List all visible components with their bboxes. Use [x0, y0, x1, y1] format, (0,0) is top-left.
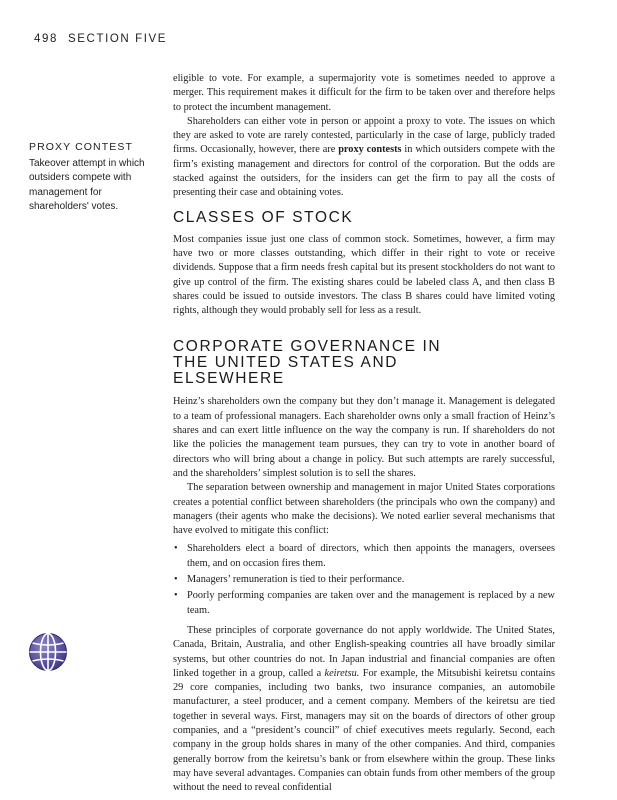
paragraph: Shareholders can either vote in person or appoint a proxy to vote. The issues on which they are asked to vote are rarely contested, particularly in the case of large, publicly traded firms. Occasionally, however, there are proxy contests in which outsiders compete with the firm’s existing management and directors for control of the corporation. But the odds are stacked against the outsiders, for the insiders can get the firm to pay all the costs of presenting their case and obtaining votes.: [173, 115, 555, 199]
margin-definition: Takeover attempt in which outsiders compete with management for shareholders' votes.: [29, 158, 145, 212]
list-item: • Managers’ remuneration is tied to their performance.: [173, 573, 555, 587]
paragraph: The separation between ownership and management in major United States corporations creates a potential conflict between shareholders (the principals who own the company) and managers (their agents who make the decisions). We noted earlier several mechanisms that have evolved to mitigate this conflict:: [173, 482, 555, 537]
margin-term: PROXY CONTEST: [29, 141, 133, 153]
section-heading: CORPORATE GOVERNANCE IN THE UNITED STATES AND ELSEWHERE: [173, 338, 442, 388]
main-text: [173, 72, 555, 795]
globe-icon: [28, 632, 68, 672]
paragraph: Heinz’s shareholders own the company but they don’t manage it. Management is delegated to a team of professional managers. Each shareholder owns only a small fraction of Heinz’s shares and can exert little influence on the way the company is run. If shareholders do not like the policies the management team pursues, they can try to vote in another board of directors who will bring about a change in policy. But such attempts are rarely successful, and the shareholders’ simplest solution is to sell the shares.: [173, 396, 555, 479]
margin-note: [29, 141, 157, 214]
key-term: proxy contests: [338, 144, 402, 156]
key-term: keiretsu.: [324, 667, 360, 679]
page-number: 498: [34, 33, 58, 45]
paragraph: eligible to vote. For example, a supermajority vote is sometimes needed to approve a merger. This requirement makes it difficult for the firm to be taken over and therefore helps to protect the incumbent management.: [173, 73, 555, 113]
section-title: SECTION FIVE: [68, 33, 168, 45]
paragraph: Most companies issue just one class of common stock. Sometimes, however, a firm may have two or more classes outstanding, which differ in their right to vote or receive dividends. Suppose that a firm needs fresh capital but its present stockholders do not want to give up control of the firm. The existing shares could be labeled class A, and then class B shares could be issued to outside investors. The class B shares could have limited voting rights, although they would probably sell for less as a result.: [173, 233, 555, 317]
bullet-list: [173, 542, 555, 617]
list-item: • Poorly performing companies are taken over and the management is replaced by a new team.: [173, 589, 555, 618]
paragraph: These principles of corporate governance do not apply worldwide. The United States, Canada, Britain, Australia, and other English-speaking countries all have broadly similar systems, but other countries do not. In Japan industrial and financial companies are often linked together in a group, called a keiretsu. For example, the Mitsubishi keiretsu contains 29 core companies, including two banks, two insurance companies, an automobile manufacturer, a steel producer, and a cement company. Members of the keiretsu are tied together in several ways. First, managers may sit on the boards of directors of other group companies, and a “president’s council” of chief executives meets regularly. Second, each company in the group holds shares in many of the other companies. And third, companies generally borrow from the keiretsu’s bank or from elsewhere within the group. These links may have several advantages. Companies can obtain funds from other members of the group without the need to reveal confidential: [173, 624, 555, 794]
section-heading: CLASSES OF STOCK: [173, 208, 354, 226]
list-item: • Shareholders elect a board of directors, which then appoints the managers, oversees them, and on occasion fires them.: [173, 542, 555, 571]
running-head: [34, 33, 167, 45]
